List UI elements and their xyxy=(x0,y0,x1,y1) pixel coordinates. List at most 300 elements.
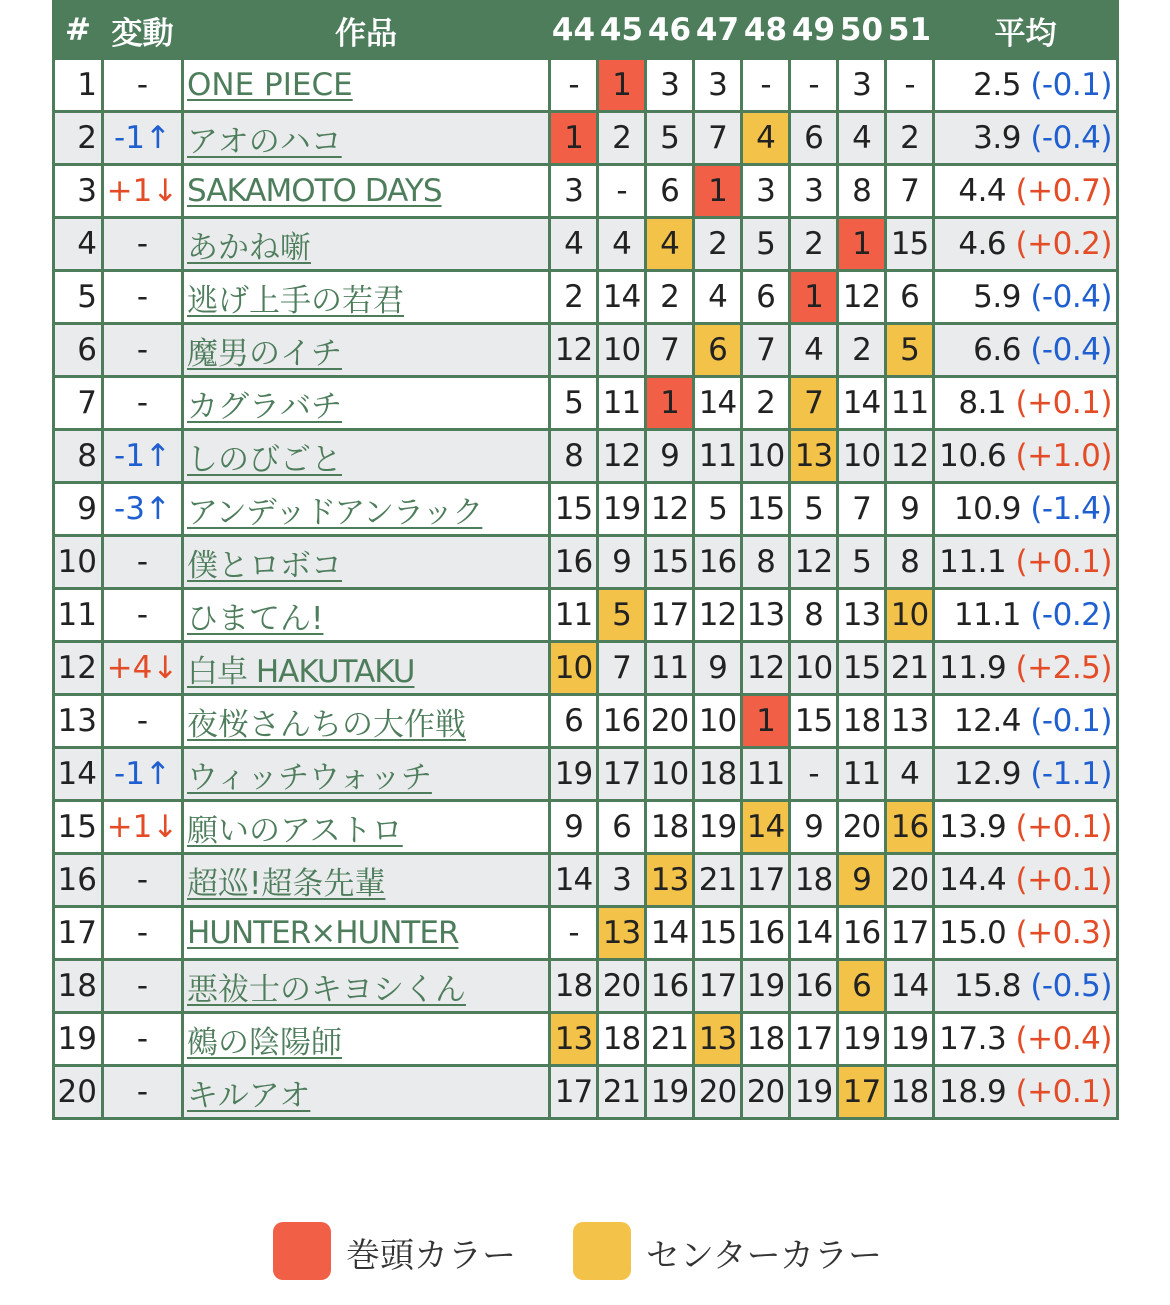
rank-cell: 4 xyxy=(54,218,103,271)
week-rank-cell: 3 xyxy=(838,59,886,112)
week-rank-cell: 7 xyxy=(598,642,646,695)
average-delta: (+0.7) xyxy=(1015,173,1112,209)
week-rank-cell: 13 xyxy=(550,1013,598,1066)
table-row xyxy=(54,271,1118,324)
title-link[interactable]: 夜桜さんちの大作戦 xyxy=(187,706,466,743)
week-rank-cell: 21 xyxy=(886,642,934,695)
week-rank-cell: 7 xyxy=(838,483,886,536)
week-rank-cell: 11 xyxy=(886,377,934,430)
week-rank-cell: 13 xyxy=(838,589,886,642)
week-rank-cell: 13 xyxy=(886,695,934,748)
rank-cell: 13 xyxy=(54,695,103,748)
week-rank-cell: 13 xyxy=(694,1013,742,1066)
week-rank-cell: 1 xyxy=(790,271,838,324)
week-rank-cell: 2 xyxy=(838,324,886,377)
week-rank-cell: 1 xyxy=(598,59,646,112)
change-cell: -1↑ xyxy=(103,112,183,165)
rank-cell: 1 xyxy=(54,59,103,112)
week-rank-cell: 4 xyxy=(838,112,886,165)
table-row xyxy=(54,377,1118,430)
average-value: 11.1 xyxy=(939,544,1007,580)
legend xyxy=(0,1222,1170,1282)
week-rank-cell: 6 xyxy=(694,324,742,377)
table-row xyxy=(54,112,1118,165)
title-link[interactable]: 僕とロボコ xyxy=(187,547,342,584)
header-week: 50 xyxy=(838,2,886,59)
rank-cell: 19 xyxy=(54,1013,103,1066)
week-rank-cell: 4 xyxy=(886,748,934,801)
week-rank-cell: 21 xyxy=(646,1013,694,1066)
week-rank-cell: 5 xyxy=(790,483,838,536)
week-rank-cell: - xyxy=(598,165,646,218)
rank-cell: 5 xyxy=(54,271,103,324)
week-rank-cell: 12 xyxy=(838,271,886,324)
week-rank-cell: 4 xyxy=(790,324,838,377)
title-link[interactable]: 魔男のイチ xyxy=(187,335,342,372)
title-cell xyxy=(183,271,550,324)
table-row xyxy=(54,324,1118,377)
average-delta: (+0.1) xyxy=(1015,544,1112,580)
change-cell: - xyxy=(103,271,183,324)
title-cell xyxy=(183,218,550,271)
title-link[interactable]: HUNTER×HUNTER xyxy=(187,915,459,951)
table-row xyxy=(54,642,1118,695)
week-rank-cell: 16 xyxy=(790,960,838,1013)
title-cell xyxy=(183,430,550,483)
week-rank-cell: 12 xyxy=(550,324,598,377)
week-rank-cell: 7 xyxy=(694,112,742,165)
week-rank-cell: 10 xyxy=(742,430,790,483)
average-delta: (-0.1) xyxy=(1030,703,1112,739)
week-rank-cell: 18 xyxy=(694,748,742,801)
week-rank-cell: 14 xyxy=(550,854,598,907)
average-value: 11.1 xyxy=(953,597,1021,633)
week-rank-cell: 8 xyxy=(838,165,886,218)
week-rank-cell: 14 xyxy=(838,377,886,430)
title-link[interactable]: SAKAMOTO DAYS xyxy=(187,173,442,209)
title-cell xyxy=(183,483,550,536)
week-rank-cell: 12 xyxy=(790,536,838,589)
week-rank-cell: 3 xyxy=(646,59,694,112)
table-row xyxy=(54,695,1118,748)
rank-cell: 9 xyxy=(54,483,103,536)
week-rank-cell: 5 xyxy=(598,589,646,642)
average-delta: (+0.1) xyxy=(1015,809,1112,845)
average-cell xyxy=(934,695,1118,748)
week-rank-cell: 20 xyxy=(598,960,646,1013)
week-rank-cell: 15 xyxy=(742,483,790,536)
rank-cell: 16 xyxy=(54,854,103,907)
average-value: 17.3 xyxy=(939,1021,1007,1057)
change-cell: - xyxy=(103,1066,183,1119)
week-rank-cell: - xyxy=(790,748,838,801)
week-rank-cell: - xyxy=(550,59,598,112)
change-cell: - xyxy=(103,695,183,748)
change-cell: - xyxy=(103,589,183,642)
rank-cell: 12 xyxy=(54,642,103,695)
average-value: 11.9 xyxy=(939,650,1007,686)
week-rank-cell: 19 xyxy=(550,748,598,801)
average-value: 12.9 xyxy=(953,756,1021,792)
average-delta: (-0.1) xyxy=(1030,67,1112,103)
average-delta: (+0.1) xyxy=(1015,1074,1112,1110)
average-cell xyxy=(934,1013,1118,1066)
week-rank-cell: 3 xyxy=(598,854,646,907)
center-color-swatch xyxy=(573,1222,631,1280)
week-rank-cell: - xyxy=(742,59,790,112)
rank-cell: 3 xyxy=(54,165,103,218)
average-value: 13.9 xyxy=(939,809,1007,845)
week-rank-cell: 5 xyxy=(838,536,886,589)
week-rank-cell: 17 xyxy=(886,907,934,960)
table-row xyxy=(54,430,1118,483)
week-rank-cell: 16 xyxy=(742,907,790,960)
average-cell xyxy=(934,59,1118,112)
rank-cell: 14 xyxy=(54,748,103,801)
average-value: 10.9 xyxy=(953,491,1021,527)
week-rank-cell: - xyxy=(550,907,598,960)
change-cell: -1↑ xyxy=(103,748,183,801)
table-row xyxy=(54,1013,1118,1066)
title-link[interactable]: ひまてん! xyxy=(187,600,324,637)
week-rank-cell: 16 xyxy=(886,801,934,854)
average-delta: (-0.4) xyxy=(1030,279,1112,315)
header-week: 46 xyxy=(646,2,694,59)
week-rank-cell: 5 xyxy=(886,324,934,377)
title-cell xyxy=(183,324,550,377)
week-rank-cell: 11 xyxy=(694,430,742,483)
average-delta: (+0.4) xyxy=(1015,1021,1112,1057)
average-cell xyxy=(934,483,1118,536)
week-rank-cell: 10 xyxy=(694,695,742,748)
week-rank-cell: 17 xyxy=(694,960,742,1013)
week-rank-cell: 17 xyxy=(550,1066,598,1119)
week-rank-cell: 18 xyxy=(886,1066,934,1119)
week-rank-cell: 15 xyxy=(646,536,694,589)
week-rank-cell: 2 xyxy=(646,271,694,324)
average-value: 6.6 xyxy=(973,332,1021,368)
header-week: 48 xyxy=(742,2,790,59)
change-cell: - xyxy=(103,59,183,112)
week-rank-cell: 6 xyxy=(790,112,838,165)
week-rank-cell: 18 xyxy=(838,695,886,748)
week-rank-cell: 11 xyxy=(646,642,694,695)
week-rank-cell: 7 xyxy=(646,324,694,377)
title-link[interactable]: 超巡!超条先輩 xyxy=(187,865,386,902)
average-value: 5.9 xyxy=(973,279,1021,315)
week-rank-cell: 1 xyxy=(838,218,886,271)
change-cell: +1↓ xyxy=(103,801,183,854)
week-rank-cell: - xyxy=(886,59,934,112)
average-delta: (-1.4) xyxy=(1030,491,1112,527)
week-rank-cell: 12 xyxy=(646,483,694,536)
week-rank-cell: 1 xyxy=(742,695,790,748)
title-cell xyxy=(183,112,550,165)
table-row xyxy=(54,483,1118,536)
average-cell xyxy=(934,271,1118,324)
week-rank-cell: 18 xyxy=(790,854,838,907)
week-rank-cell: 4 xyxy=(598,218,646,271)
title-link[interactable]: カグラバチ xyxy=(187,388,342,425)
change-cell: - xyxy=(103,854,183,907)
week-rank-cell: 1 xyxy=(550,112,598,165)
header-week: 45 xyxy=(598,2,646,59)
average-cell xyxy=(934,165,1118,218)
week-rank-cell: 16 xyxy=(694,536,742,589)
title-link[interactable]: 逃げ上手の若君 xyxy=(187,282,404,319)
week-rank-cell: 11 xyxy=(550,589,598,642)
week-rank-cell: 18 xyxy=(550,960,598,1013)
week-rank-cell: 7 xyxy=(790,377,838,430)
header-week: 51 xyxy=(886,2,934,59)
week-rank-cell: 2 xyxy=(790,218,838,271)
week-rank-cell: 15 xyxy=(790,695,838,748)
week-rank-cell: 8 xyxy=(742,536,790,589)
title-cell xyxy=(183,907,550,960)
average-value: 8.1 xyxy=(958,385,1007,421)
title-link[interactable]: ウィッチウォッチ xyxy=(187,759,432,796)
average-cell xyxy=(934,907,1118,960)
rank-cell: 6 xyxy=(54,324,103,377)
week-rank-cell: 3 xyxy=(694,59,742,112)
average-cell xyxy=(934,112,1118,165)
week-rank-cell: 6 xyxy=(838,960,886,1013)
week-rank-cell: 16 xyxy=(598,695,646,748)
week-rank-cell: 14 xyxy=(790,907,838,960)
week-rank-cell: 14 xyxy=(646,907,694,960)
week-rank-cell: 20 xyxy=(838,801,886,854)
header-week: 44 xyxy=(550,2,598,59)
week-rank-cell: 14 xyxy=(694,377,742,430)
week-rank-cell: 12 xyxy=(886,430,934,483)
change-cell: - xyxy=(103,324,183,377)
week-rank-cell: 11 xyxy=(598,377,646,430)
title-link[interactable]: 悪祓士のキヨシくん xyxy=(187,971,466,1008)
week-rank-cell: 13 xyxy=(742,589,790,642)
week-rank-cell: 19 xyxy=(742,960,790,1013)
average-delta: (-1.1) xyxy=(1030,756,1112,792)
average-delta: (+1.0) xyxy=(1015,438,1112,474)
week-rank-cell: 19 xyxy=(790,1066,838,1119)
rank-cell: 8 xyxy=(54,430,103,483)
week-rank-cell: 5 xyxy=(694,483,742,536)
average-cell xyxy=(934,642,1118,695)
average-value: 3.9 xyxy=(973,120,1021,156)
week-rank-cell: 18 xyxy=(646,801,694,854)
title-cell xyxy=(183,165,550,218)
header-title: 作品 xyxy=(183,2,550,59)
center-color-label: センターカラー xyxy=(646,1236,882,1276)
table-row xyxy=(54,59,1118,112)
week-rank-cell: 10 xyxy=(886,589,934,642)
average-delta: (-0.5) xyxy=(1030,968,1112,1004)
average-value: 10.6 xyxy=(939,438,1007,474)
week-rank-cell: 6 xyxy=(550,695,598,748)
title-cell xyxy=(183,695,550,748)
title-cell xyxy=(183,748,550,801)
average-value: 12.4 xyxy=(953,703,1021,739)
title-cell xyxy=(183,1066,550,1119)
week-rank-cell: 6 xyxy=(886,271,934,324)
week-rank-cell: 17 xyxy=(838,1066,886,1119)
week-rank-cell: 4 xyxy=(742,112,790,165)
header-rank: # xyxy=(54,2,103,59)
average-value: 18.9 xyxy=(939,1074,1007,1110)
average-cell xyxy=(934,801,1118,854)
week-rank-cell: 14 xyxy=(598,271,646,324)
title-cell xyxy=(183,377,550,430)
week-rank-cell: 11 xyxy=(742,748,790,801)
week-rank-cell: 3 xyxy=(790,165,838,218)
week-rank-cell: 12 xyxy=(598,430,646,483)
week-rank-cell: 15 xyxy=(694,907,742,960)
change-cell: -1↑ xyxy=(103,430,183,483)
table-row xyxy=(54,854,1118,907)
week-rank-cell: 6 xyxy=(598,801,646,854)
week-rank-cell: 20 xyxy=(886,854,934,907)
average-delta: (+0.3) xyxy=(1015,915,1112,951)
week-rank-cell: 10 xyxy=(598,324,646,377)
title-link[interactable]: アオのハコ xyxy=(187,123,342,160)
week-rank-cell: 20 xyxy=(646,695,694,748)
header-row xyxy=(54,2,1118,59)
title-link[interactable]: あかね噺 xyxy=(187,229,311,266)
week-rank-cell: 1 xyxy=(694,165,742,218)
ranking-body xyxy=(54,59,1118,1119)
week-rank-cell: 8 xyxy=(790,589,838,642)
average-value: 15.8 xyxy=(953,968,1021,1004)
average-cell xyxy=(934,430,1118,483)
average-cell xyxy=(934,377,1118,430)
title-link[interactable]: アンデッドアンラック xyxy=(187,494,483,531)
week-rank-cell: 12 xyxy=(694,589,742,642)
week-rank-cell: 19 xyxy=(646,1066,694,1119)
average-cell xyxy=(934,589,1118,642)
average-value: 14.4 xyxy=(939,862,1007,898)
average-value: 4.4 xyxy=(958,173,1007,209)
ranking-table xyxy=(52,0,1119,1120)
table-row xyxy=(54,960,1118,1013)
week-rank-cell: 20 xyxy=(694,1066,742,1119)
title-link[interactable]: 白卓 HAKUTAKU xyxy=(187,653,415,690)
week-rank-cell: 3 xyxy=(742,165,790,218)
week-rank-cell: 21 xyxy=(694,854,742,907)
average-delta: (+2.5) xyxy=(1015,650,1112,686)
week-rank-cell: 16 xyxy=(838,907,886,960)
title-cell xyxy=(183,536,550,589)
average-cell xyxy=(934,536,1118,589)
week-rank-cell: 18 xyxy=(742,1013,790,1066)
average-delta: (-0.4) xyxy=(1030,120,1112,156)
week-rank-cell: 13 xyxy=(598,907,646,960)
week-rank-cell: 2 xyxy=(694,218,742,271)
week-rank-cell: 11 xyxy=(838,748,886,801)
title-link[interactable]: しのびごと xyxy=(187,441,342,478)
week-rank-cell: 17 xyxy=(790,1013,838,1066)
rank-cell: 20 xyxy=(54,1066,103,1119)
table-row xyxy=(54,165,1118,218)
change-cell: - xyxy=(103,1013,183,1066)
week-rank-cell: 19 xyxy=(838,1013,886,1066)
title-link[interactable]: 鵺の陰陽師 xyxy=(187,1024,342,1061)
average-delta: (+0.1) xyxy=(1015,385,1112,421)
week-rank-cell: 6 xyxy=(742,271,790,324)
top-color-label: 巻頭カラー xyxy=(346,1236,516,1276)
change-cell: - xyxy=(103,377,183,430)
change-cell: - xyxy=(103,218,183,271)
change-cell: - xyxy=(103,536,183,589)
title-link[interactable]: 願いのアストロ xyxy=(187,812,403,849)
table-row xyxy=(54,1066,1118,1119)
average-value: 15.0 xyxy=(939,915,1007,951)
week-rank-cell: 20 xyxy=(742,1066,790,1119)
week-rank-cell: 4 xyxy=(646,218,694,271)
rank-cell: 18 xyxy=(54,960,103,1013)
week-rank-cell: 5 xyxy=(550,377,598,430)
rank-cell: 11 xyxy=(54,589,103,642)
week-rank-cell: 3 xyxy=(550,165,598,218)
title-link[interactable]: ONE PIECE xyxy=(187,67,353,103)
week-rank-cell: 16 xyxy=(646,960,694,1013)
week-rank-cell: 9 xyxy=(598,536,646,589)
week-rank-cell: 2 xyxy=(886,112,934,165)
header-change: 変動 xyxy=(103,2,183,59)
average-delta: (+0.2) xyxy=(1015,226,1112,262)
title-cell xyxy=(183,1013,550,1066)
week-rank-cell: 2 xyxy=(742,377,790,430)
week-rank-cell: 13 xyxy=(790,430,838,483)
title-cell xyxy=(183,589,550,642)
average-cell xyxy=(934,218,1118,271)
rank-cell: 2 xyxy=(54,112,103,165)
header-week: 47 xyxy=(694,2,742,59)
week-rank-cell: 18 xyxy=(598,1013,646,1066)
week-rank-cell: 17 xyxy=(646,589,694,642)
average-cell xyxy=(934,854,1118,907)
week-rank-cell: 10 xyxy=(790,642,838,695)
week-rank-cell: 17 xyxy=(598,748,646,801)
week-rank-cell: 2 xyxy=(550,271,598,324)
top-color-swatch xyxy=(273,1222,331,1280)
rank-cell: 17 xyxy=(54,907,103,960)
average-delta: (+0.1) xyxy=(1015,862,1112,898)
title-cell xyxy=(183,854,550,907)
week-rank-cell: 10 xyxy=(838,430,886,483)
average-cell xyxy=(934,1066,1118,1119)
rank-cell: 15 xyxy=(54,801,103,854)
header-average: 平均 xyxy=(934,2,1118,59)
header-week: 49 xyxy=(790,2,838,59)
week-rank-cell: 9 xyxy=(550,801,598,854)
week-rank-cell: 2 xyxy=(598,112,646,165)
change-cell: +1↓ xyxy=(103,165,183,218)
week-rank-cell: 15 xyxy=(550,483,598,536)
table-row xyxy=(54,801,1118,854)
week-rank-cell: 19 xyxy=(598,483,646,536)
week-rank-cell: 19 xyxy=(886,1013,934,1066)
average-cell xyxy=(934,324,1118,377)
title-link[interactable]: キルアオ xyxy=(187,1077,311,1114)
table-row xyxy=(54,907,1118,960)
week-rank-cell: 10 xyxy=(646,748,694,801)
table-row xyxy=(54,589,1118,642)
week-rank-cell: 5 xyxy=(646,112,694,165)
rank-cell: 10 xyxy=(54,536,103,589)
week-rank-cell: 8 xyxy=(886,536,934,589)
average-delta: (-0.2) xyxy=(1030,597,1112,633)
title-cell xyxy=(183,642,550,695)
week-rank-cell: 14 xyxy=(742,801,790,854)
